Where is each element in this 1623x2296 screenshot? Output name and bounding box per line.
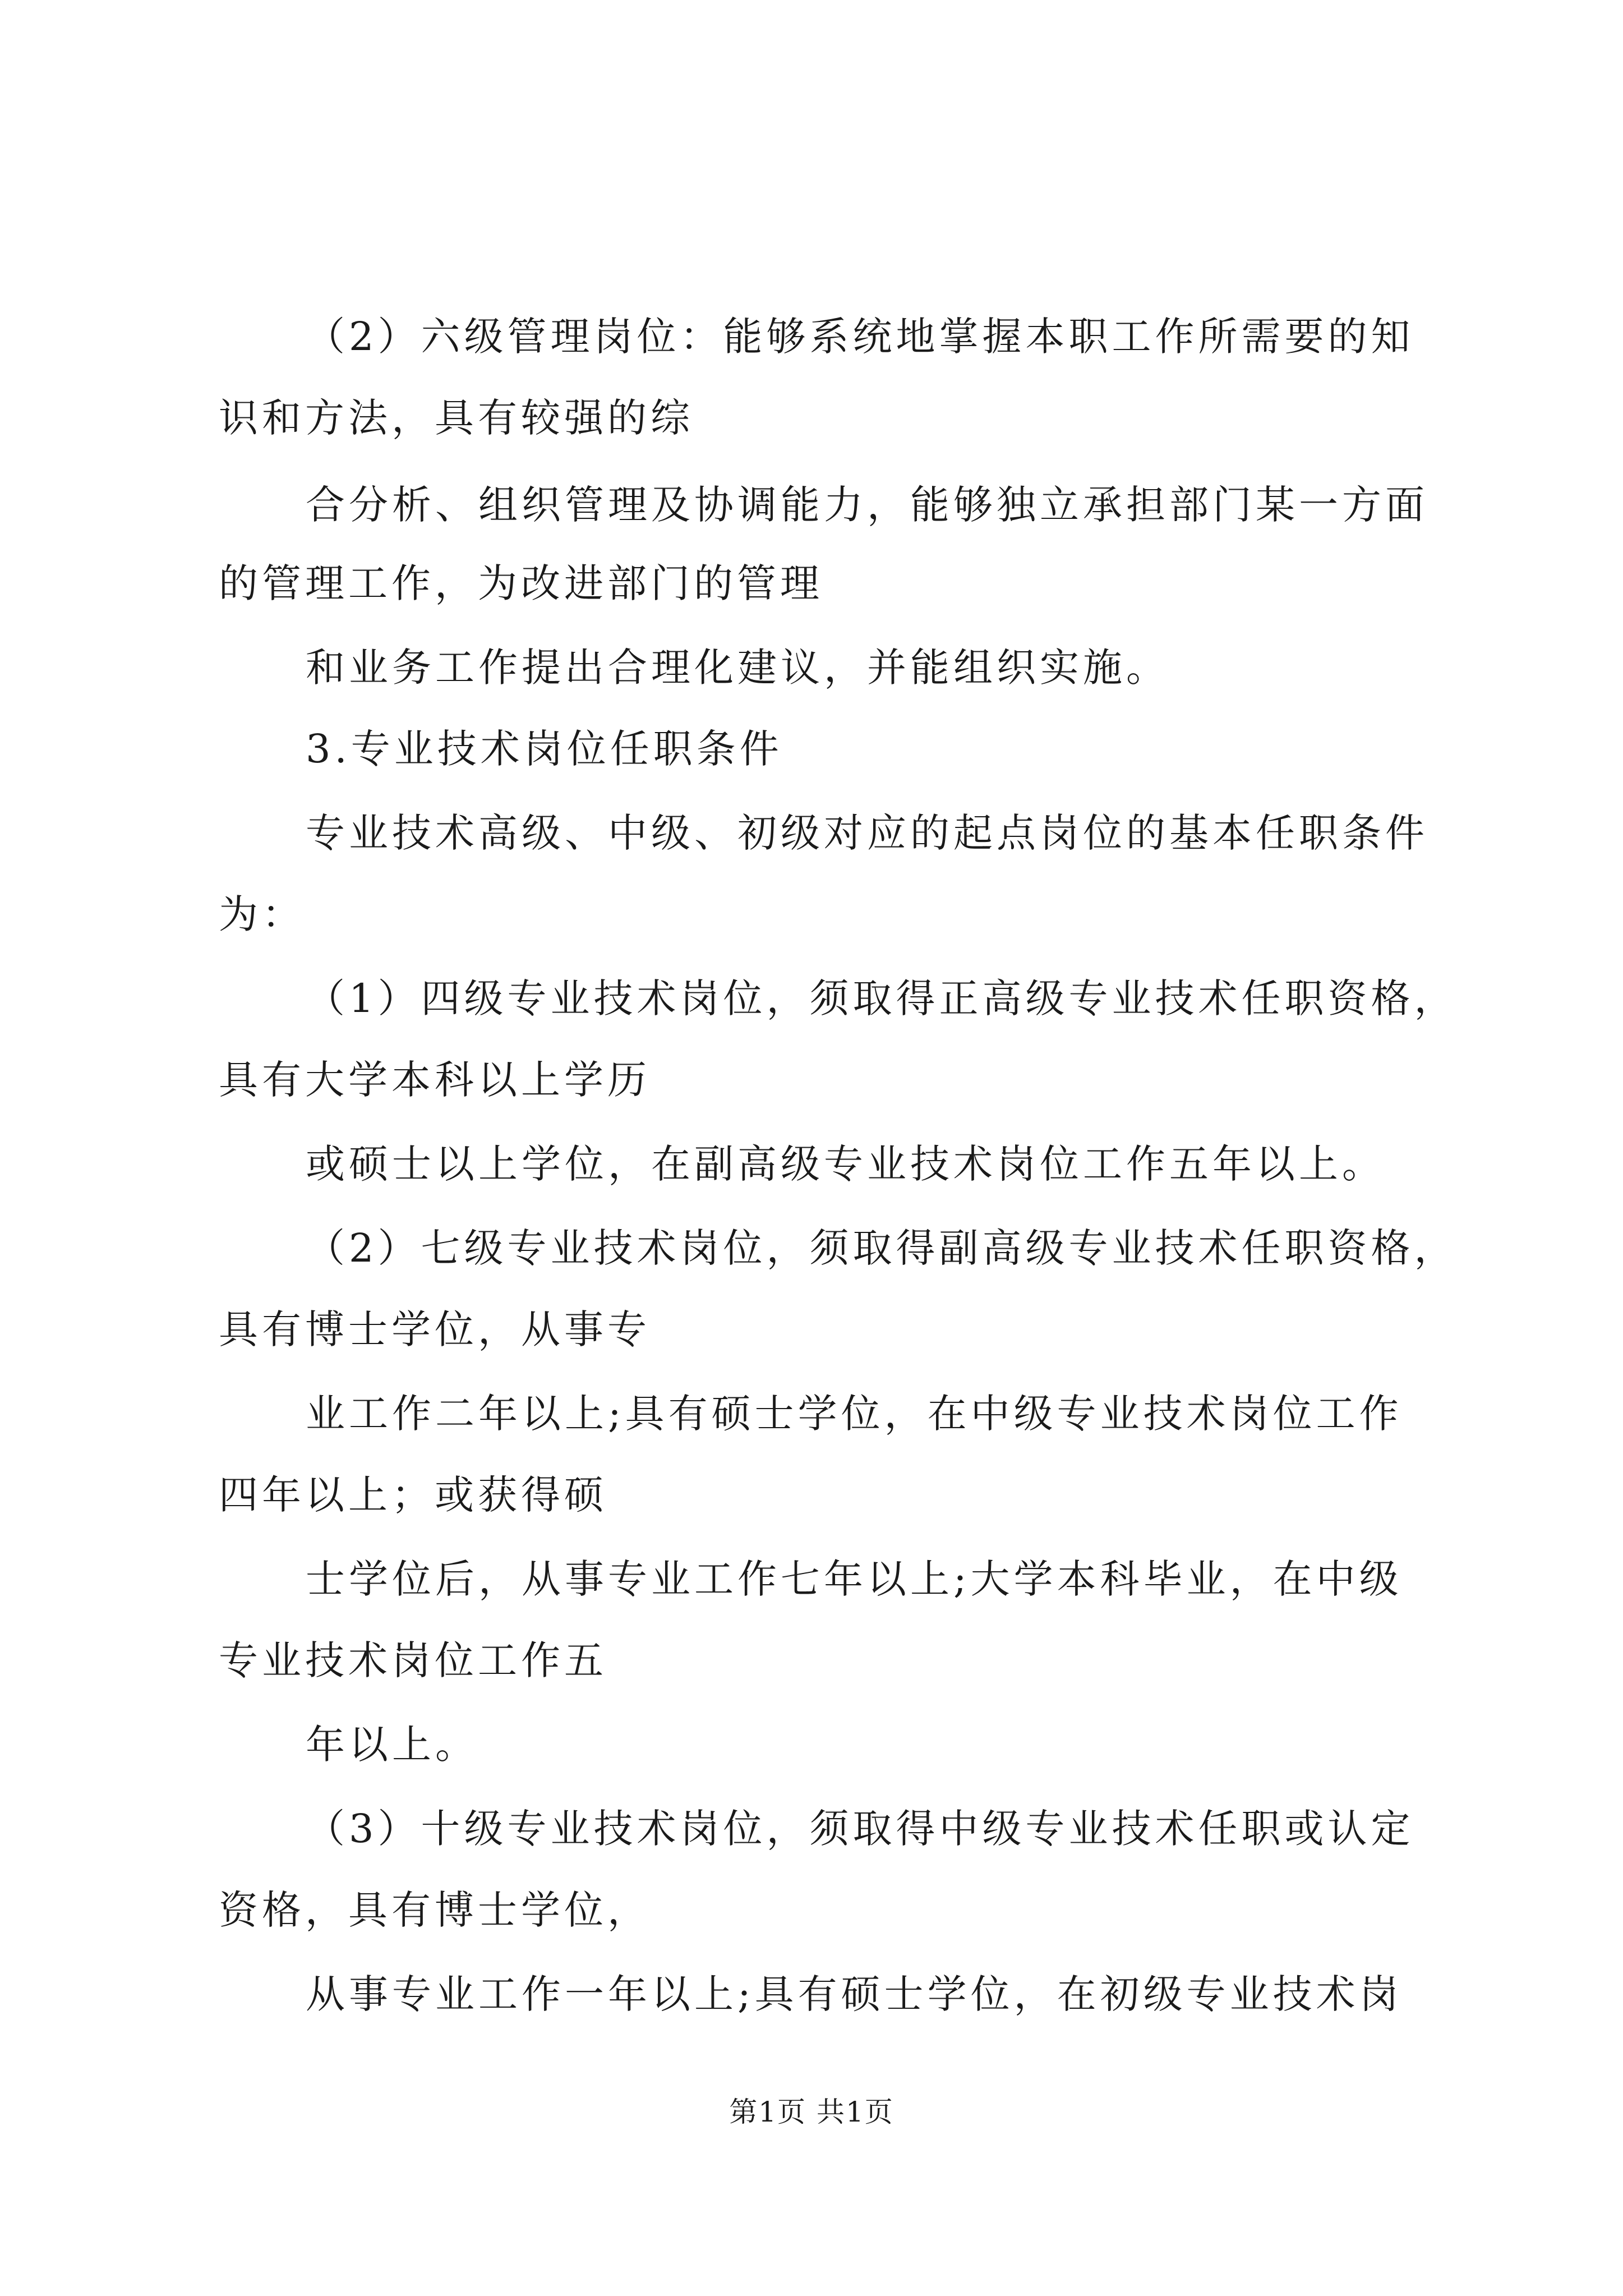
text-line: 或硕士以上学位，在副高级专业技术岗位工作五年以上。 bbox=[306, 1141, 1385, 1187]
text-line: 和业务工作提出合理化建议，并能组织实施。 bbox=[306, 645, 1169, 691]
page-footer: 第1页 共1页 bbox=[729, 2096, 894, 2128]
text-line: 专业技术岗位工作五 bbox=[219, 1637, 607, 1683]
text-line: 资格，具有博士学位， bbox=[219, 1887, 651, 1933]
text-line: 的管理工作，为改进部门的管理 bbox=[219, 560, 823, 606]
text-line: 具有博士学位，从事专 bbox=[219, 1306, 651, 1352]
text-line: 年以上。 bbox=[306, 1722, 478, 1768]
text-line: 专业技术高级、中级、初级对应的起点岗位的基本任职条件 bbox=[306, 810, 1428, 856]
text-line: （3）十级专业技术岗位，须取得中级专业技术任职或认定 bbox=[306, 1806, 1414, 1852]
text-line: 具有大学本科以上学历 bbox=[219, 1057, 651, 1103]
text-line: （2）七级专业技术岗位，须取得副高级专业技术任职资格， bbox=[306, 1225, 1458, 1271]
text-line: 士学位后，从事专业工作七年以上;大学本科毕业，在中级 bbox=[306, 1556, 1403, 1602]
section-heading: 3.专业技术岗位任职条件 bbox=[306, 726, 783, 772]
text-line: （2）六级管理岗位：能够系统地掌握本职工作所需要的知 bbox=[306, 314, 1414, 360]
text-line: 识和方法，具有较强的综 bbox=[219, 395, 694, 441]
text-line: 为： bbox=[219, 891, 305, 937]
text-line: （1）四级专业技术岗位，须取得正高级专业技术任职资格， bbox=[306, 976, 1458, 1022]
text-line: 业工作二年以上;具有硕士学位，在中级专业技术岗位工作 bbox=[306, 1391, 1403, 1437]
text-line: 合分析、组织管理及协调能力，能够独立承担部门某一方面 bbox=[306, 482, 1428, 528]
text-line: 四年以上；或获得硕 bbox=[219, 1472, 607, 1518]
text-line: 从事专业工作一年以上;具有硕士学位，在初级专业技术岗 bbox=[306, 1971, 1403, 2017]
